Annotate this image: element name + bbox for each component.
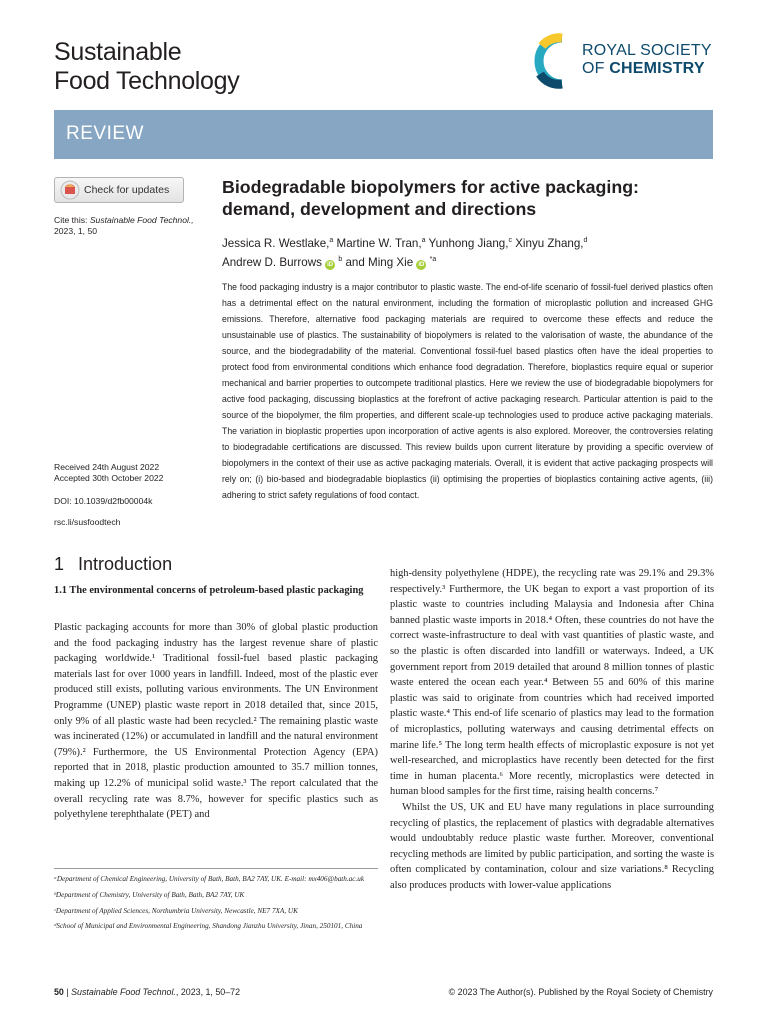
footer-details: , 2023, 1, 50–72 [175, 987, 241, 997]
author-affiliation: a [421, 237, 426, 244]
footer-separator: | [63, 987, 72, 997]
check-updates-label: Check for updates [84, 184, 170, 196]
article-title: Biodegradable biopolymers for active packaging: demand, development and directions [222, 177, 639, 219]
article-type-label: REVIEW [66, 123, 144, 144]
cite-this [54, 215, 214, 237]
page-footer-left [54, 987, 240, 997]
footnote: ᵈSchool of Municipal and Environmental Engineering, Shandong Jianzhu University, Jinan, 250101, China [54, 922, 363, 931]
received-date: Received 24th August 2022 [54, 462, 160, 472]
body-paragraph: high-density polyethylene (HDPE), the recycling rate was 29.1% and 29.3% respectively.³ Furthermore, the UK began to export a vast proportion of its plastic waste to countries including Malaysia and Indonesia after China banned plastic waste imports in 2018.⁴ Often, these countries do not have the correct waste-infrastructure to deal with vast quantities of plastic waste, and so the plastic is often discarded into landfill or waterways. Indeed, a UK government report from 2019 detailed that around 8 million tonnes of plastic waste entered the ocean each year.⁴ Between 55 and 60% of this marine plastic was said to originate from countries which had received imported plastic waste.⁴ This end-of life scenario of plastics may lead to the formation of microplastics, polluting waterways and causing detrimental effects on marine life.⁵ The long term health effects of microplastic exposure is not yet well-researched, and microplastics have recently been detected for the first time in human placenta.⁶ More recently, microplastics were detected in human blood samples for the first time, raising health concerns.⁷ [390, 568, 714, 798]
article-dates [54, 462, 224, 484]
author-name[interactable]: Jessica R. Westlake, [222, 236, 330, 250]
journal-short-link[interactable]: rsc.li/susfoodtech [54, 517, 121, 527]
author-affiliation: b [338, 255, 343, 263]
journal-title-line1: Sustainable [54, 38, 182, 66]
footnote: ᵇDepartment of Chemistry, University of Bath, Bath, BA2 7AY, UK [54, 890, 245, 899]
orcid-icon[interactable]: iD [327, 261, 334, 268]
rsc-wordmark-line1: ROYAL SOCIETY [582, 42, 712, 59]
rsc-logo[interactable] [530, 30, 720, 92]
author-affiliation: d [583, 237, 588, 244]
section-number: 1 [54, 554, 65, 574]
orcid-icon[interactable]: iD [418, 261, 425, 268]
rsc-wordmark-bold: CHEMISTRY [609, 60, 705, 77]
check-updates-icon [60, 180, 80, 200]
abstract: The food packaging industry is a major contributor to plastic waste. The end-of-life scenario of fossil-fuel derived plastics often has a detrimental effect on the natural environment, including the formation of microplastic pollution and increased GHG emissions. Therefore, alternative food packaging materials are required to overcome these effects and reduce the unsustainable use of plastics. The sustainability of biopolymers is related to the valorisation of waste, the abundance of the source, and the biodegradability of the material. Conventional fossil-fuel based plastics often have the ideal properties to protect food from environmental conditions which enhance food degradation. Therefore, bioplastics require equal or superior mechanical and barrier properties to outcompete traditional plastics. Here we review the use of biodegradable biopolymers for active food packaging, discussing bioplastics at the forefront of active packaging research. Particular attention is paid to the source of the biopolymer, the film properties, and different scale-up technologies used to produce active packaging materials. The variation in bioplastic properties upon incorporation of active agents is also explored. Moreover, the controversies relating to biodegradable certifications are discussed. This review builds upon current literature by providing a specific overview of biopolymers in the context of their use as active packaging materials. Overall, it is evident that active packaging prospects will rely on; (i) bio-based and biodegradable bioplastics (ii) optimising the properties of bioplastics containing active agents, (iii) adhering to strict safety regulations of food contact. [222, 282, 713, 500]
section-title: Introduction [78, 554, 173, 574]
journal-title-line2: Food Technology [54, 67, 240, 95]
footer-journal: Sustainable Food Technol. [71, 987, 176, 997]
rsc-wordmark [582, 42, 712, 78]
journal-title [54, 38, 239, 96]
cite-prefix: Cite this: [54, 215, 90, 225]
page-footer-copyright: © 2023 The Author(s). Published by the Royal Society of Chemistry [448, 987, 713, 997]
accepted-date: Accepted 30th October 2022 [54, 473, 164, 483]
affiliation-footnotes [54, 874, 378, 937]
author-affiliation: a [329, 237, 334, 244]
doi-link[interactable]: DOI: 10.1039/d2fb00004k [54, 496, 153, 506]
body-paragraph: Whilst the US, UK and EU have many regulations in place surrounding recycling of plastics, the replacement of plastics with degradable alternatives would undoubtably reduce plastic waste further. Moreover, conventional recycling methods are limited by public participation, and sorting the waste is often complicated by contamination, colour and size variations.⁸ Recycling also produces products with lower-value applications [390, 801, 714, 891]
check-for-updates-button[interactable] [54, 177, 184, 203]
author-name[interactable]: Yunhong Jiang, [428, 236, 509, 250]
article-type-banner [54, 110, 713, 159]
author-name[interactable]: Martine W. Tran, [336, 236, 422, 250]
footnote: ᶜDepartment of Applied Sciences, Northumbria University, Newcastle, NE7 7XA, UK [54, 906, 298, 915]
page-number: 50 [54, 987, 64, 997]
author-name[interactable]: and Ming Xie [345, 255, 414, 269]
cite-details: 2023, 1, 50 [54, 226, 98, 236]
rsc-wordmark-prefix: OF [582, 60, 610, 77]
author-list [222, 233, 712, 271]
footnote: ᵃDepartment of Chemical Engineering, University of Bath, Bath, BA2 7AY, UK. E-mail: mx406@bath.ac.uk [54, 875, 365, 883]
author-affiliation: c [508, 237, 512, 244]
cite-journal: Sustainable Food Technol., [89, 215, 194, 225]
rsc-wordmark-line2 [582, 60, 712, 78]
author-affiliation: *a [429, 255, 437, 263]
subsection-heading: 1.1 The environmental concerns of petroleum-based plastic packaging [54, 585, 364, 596]
author-name[interactable]: Andrew D. Burrows [222, 255, 322, 269]
rsc-logo-mark-icon [530, 32, 574, 90]
footnote-divider [54, 868, 378, 869]
author-name[interactable]: Xinyu Zhang, [515, 236, 584, 250]
section-heading [54, 554, 172, 575]
body-text-left-column: Plastic packaging accounts for more than 30% of global plastic production and the food packaging industry has the largest revenue share of plastic packaging worldwide.¹ Traditional fossil-fuel based plastic packaging materials last for over 1000 years in landfill. Indeed, most of the plastic ever produced still exists, polluting various environments. The UN Environment Programme (UNEP) plastic waste report in 2018 detailed that, since 2015, only 9% of all plastic waste had been recycled.² The remaining plastic waste was incinerated (12%) or accumulated in landfill and the natural environment (79%).² Furthermore, the US Environmental Protection Agency (EPA) reported that in 2018, plastic production amounted to 35.7 million tonnes, making up 12.2% of municipal solid waste.³ The report calculated that the overall recycling rate was 8.7%, however for specific plastics such as polyethylene terephthalate (PET) and [54, 622, 378, 821]
body-text-right-column [390, 566, 714, 893]
